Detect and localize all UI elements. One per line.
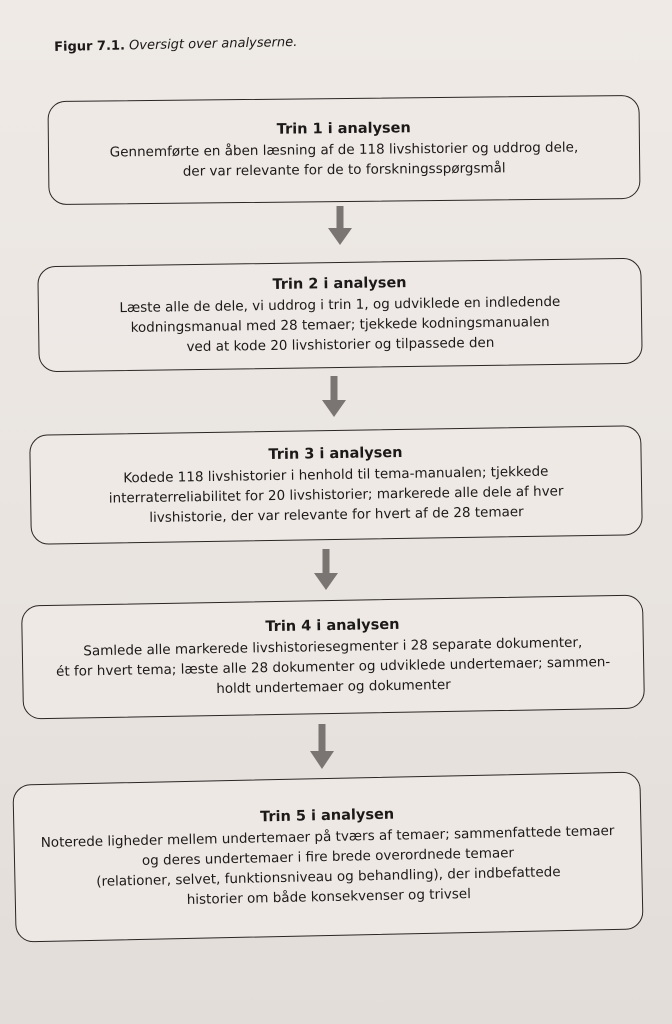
step-1-line: Gennemførte en åben læsning af de 118 livshistorier og uddrog dele,: [109, 139, 579, 160]
arrow-down-icon: [309, 724, 335, 770]
step-3-description: [108, 461, 564, 528]
step-3-line: Kodede 118 livshistorier i henhold til tema-manualen; tjekkede: [123, 463, 549, 486]
step-3-line: livshistorie, der var relevante for hvert af de 28 temaer: [149, 503, 524, 526]
step-2-line: Læste alle de dele, vi uddrog i trin 1, og udviklede en indledende: [119, 293, 561, 316]
step-4-box: [21, 595, 645, 720]
arrow-down-icon: [313, 549, 339, 591]
step-5-line: (relationer, selvet, funktionsniveau og behandling), der indbefattede: [96, 863, 561, 890]
figure-caption: [54, 35, 297, 55]
step-5-box: [12, 771, 643, 942]
step-3-title: Trin 3 i analysen: [268, 444, 403, 463]
step-5-description: [41, 820, 616, 912]
figure-label: Figur 7.1.: [54, 38, 126, 55]
step-3-box: [29, 425, 643, 545]
step-2-description: [119, 291, 561, 357]
step-5-line: og deres undertemaer i fire brede overordnede temaer: [141, 844, 515, 869]
step-1-description: [110, 137, 579, 182]
figure-title: Oversigt over analyserne.: [128, 34, 298, 54]
step-1-box: [47, 95, 640, 205]
step-4-title: Trin 4 i analysen: [265, 616, 400, 635]
arrow-down-icon: [327, 206, 353, 246]
step-1-line: der var relevante for de to forskningsspørgsmål: [182, 159, 506, 180]
step-4-line: ét for hvert tema; læste alle 28 dokumenter og udviklede undertemaer; sammen-: [55, 653, 611, 680]
step-2-line: ved at kode 20 livshistorier og tilpassede den: [186, 334, 495, 355]
step-4-description: [56, 632, 611, 702]
step-2-line: kodningsmanual med 28 temaer; tjekkede kodningsmanualen: [130, 313, 550, 336]
step-2-box: [37, 258, 642, 372]
step-1-title: Trin 1 i analysen: [276, 119, 411, 138]
step-3-line: interraterreliabilitet for 20 livshistorier; markerede alle dele af hver: [108, 482, 564, 507]
step-4-line: holdt undertemaer og dokumenter: [216, 676, 451, 697]
arrow-down-icon: [321, 376, 347, 418]
step-2-title: Trin 2 i analysen: [272, 274, 407, 293]
step-5-title: Trin 5 i analysen: [259, 806, 395, 825]
step-4-line: Samlede alle markerede livshistoriesegmenter i 28 separate dokumenter,: [83, 634, 583, 659]
step-5-line: historier om både konsekvenser og trivsel: [186, 885, 472, 908]
step-5-line: Noterede ligheder mellem undertemaer på tværs af temaer; sammenfattede temaer: [40, 822, 615, 851]
